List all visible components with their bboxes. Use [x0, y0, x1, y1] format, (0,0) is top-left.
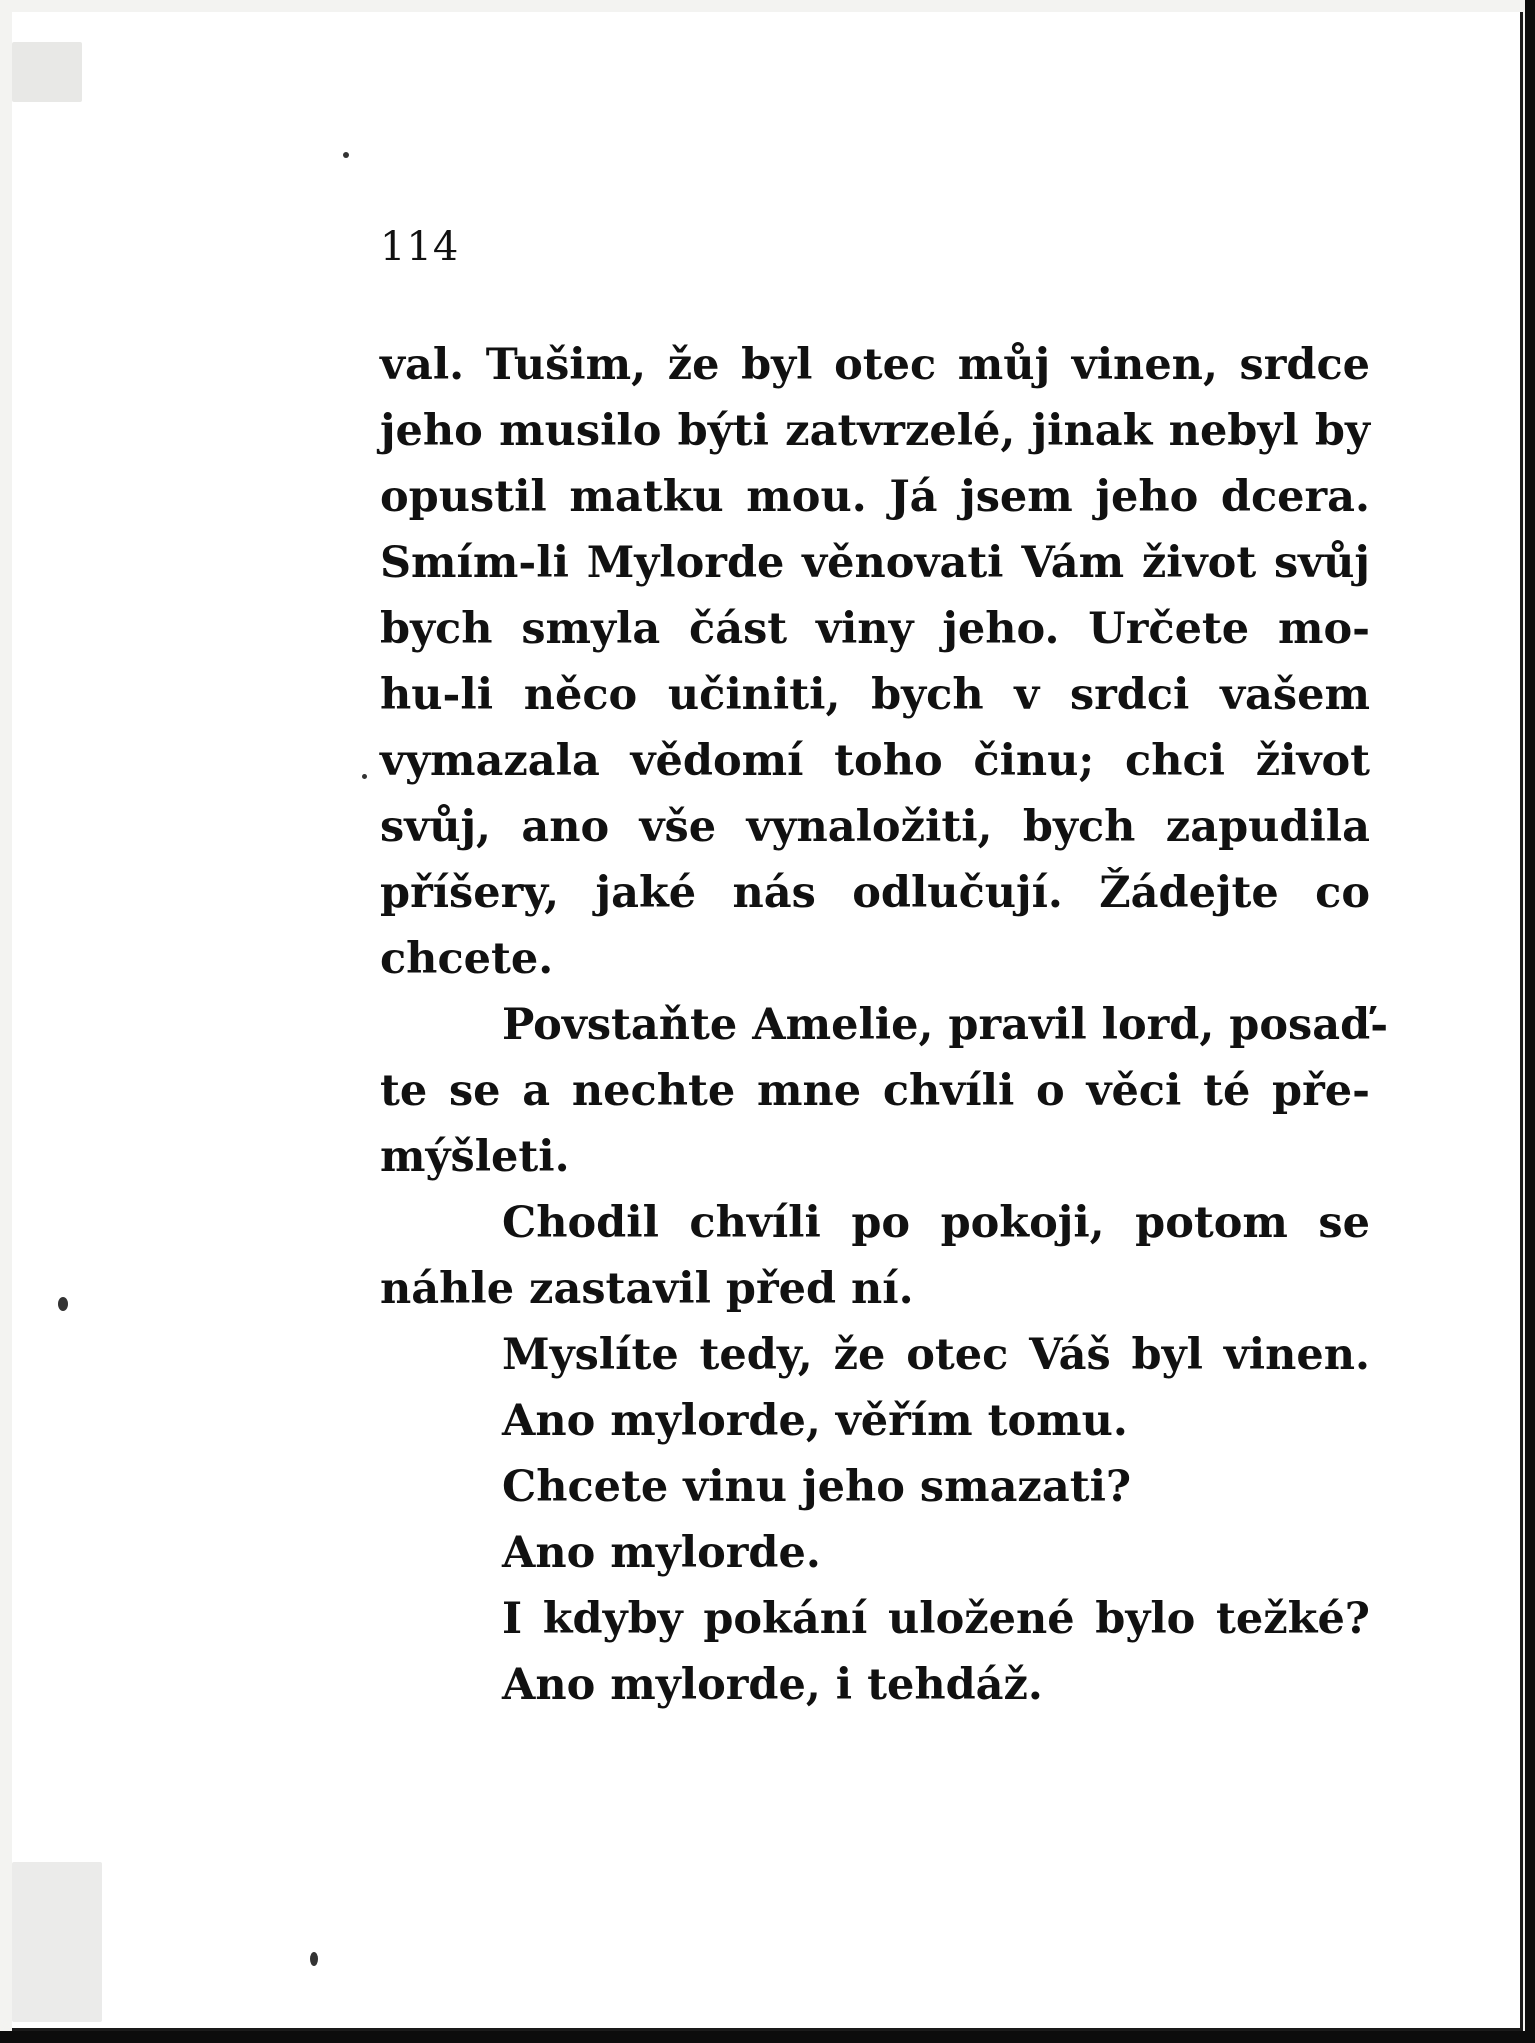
page-number: 114 — [380, 224, 460, 270]
scan-speck — [58, 1297, 68, 1311]
text-line: I kdyby pokání uložené bylo težké? — [502, 1594, 1370, 1644]
body-text — [380, 332, 1389, 1718]
text-line: jeho musilo býti zatvrzelé, jinak nebyl by — [380, 406, 1370, 456]
scan-speck — [362, 774, 367, 779]
text-line: Chodil chvíli po pokoji, potom se — [502, 1198, 1370, 1248]
text-line: mýšleti. — [380, 1132, 570, 1182]
scan-edge-bottom — [0, 2031, 1535, 2043]
text-line: Povstaňte Amelie, pravil lord, posaď- — [502, 1000, 1389, 1050]
text-line: chcete. — [380, 934, 554, 984]
text-line: Myslíte tedy, že otec Váš byl vinen. — [502, 1330, 1370, 1380]
text-line: Smím-li Mylorde věnovati Vám život svůj — [380, 538, 1370, 588]
text-line: hu-li něco učiniti, bych v srdci vašem — [380, 670, 1370, 720]
text-line: Ano mylorde. — [502, 1528, 821, 1578]
scan-edge-right — [1525, 0, 1535, 2043]
text-line: Ano mylorde, věřím tomu. — [502, 1396, 1128, 1446]
book-page — [12, 12, 1523, 2031]
text-line: náhle zastavil před ní. — [380, 1264, 914, 1314]
scan-speck — [310, 1952, 318, 1966]
text-line: Chcete vinu jeho smazati? — [502, 1462, 1132, 1512]
text-line: val. Tušim, že byl otec můj vinen, srdce — [380, 340, 1370, 390]
scan-smudge — [12, 42, 82, 102]
text-line: svůj, ano vše vynaložiti, bych zapudila — [380, 802, 1370, 852]
scan-speck — [343, 152, 349, 158]
text-line: bych smyla část viny jeho. Určete mo- — [380, 604, 1370, 654]
text-line: te se a nechte mne chvíli o věci té pře- — [380, 1066, 1370, 1116]
text-line: opustil matku mou. Já jsem jeho dcera. — [380, 472, 1370, 522]
text-line: příšery, jaké nás odlučují. Žádejte co — [380, 868, 1370, 918]
scan-smudge — [12, 1862, 102, 2022]
text-line: vymazala vědomí toho činu; chci život — [380, 736, 1370, 786]
text-line: Ano mylorde, i tehdáž. — [502, 1660, 1043, 1710]
